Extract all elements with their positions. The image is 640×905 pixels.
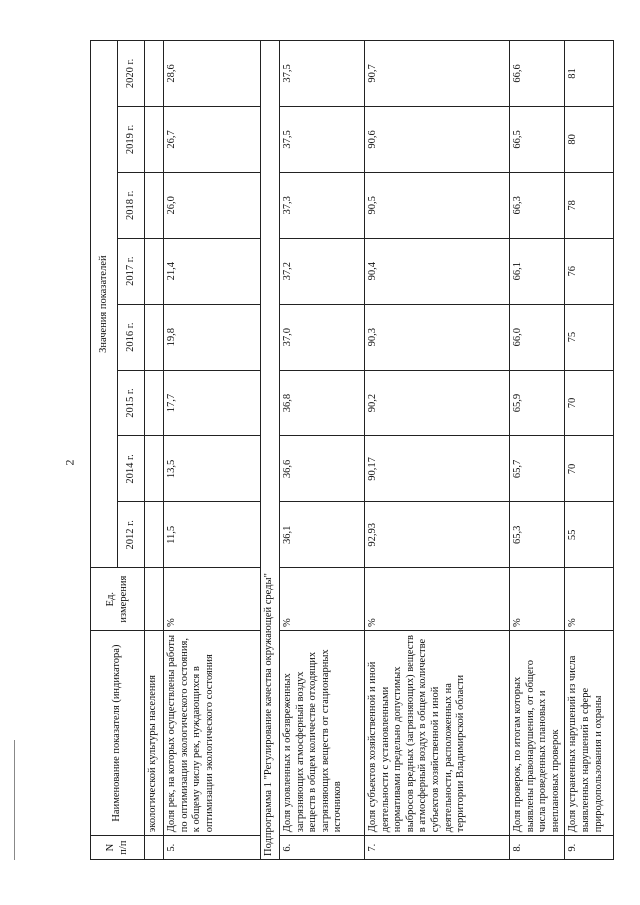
- header-year: 2019 г.: [118, 106, 145, 172]
- value-cell: 70: [565, 370, 614, 436]
- row-name: Доля проверок, по итогам которых выявлены правонарушения, от общего числа проведенных плановых и внеплановых проверок: [510, 630, 565, 835]
- value-cell: 13,5: [164, 436, 261, 502]
- row-name: Доля субъектов хозяйственной и иной деятельности с установленными нормативами предельно допустимых выбросов вредных (загрязняющих) веществ в атмосферный воздух в общем количестве субъектов хозяйственной и иной деятельности, расположенных на территории Владимирской области: [365, 630, 510, 835]
- row-name: Доля рек, на которых осуществлены работы по оптимизации экологического состояния, к общему числу рек, нуждающихся в оптимизации экологического состояния: [164, 630, 261, 835]
- header-year: 2016 г.: [118, 304, 145, 370]
- value-cell: 66,0: [510, 304, 565, 370]
- indicators-table: [90, 40, 614, 860]
- value-cell: 11,5: [164, 502, 261, 568]
- subprogram-title: Подпрограмма 1 "Регулирование качества окружающей среды": [261, 41, 280, 860]
- row-unit: %: [280, 568, 365, 631]
- empty-cell: [145, 238, 164, 304]
- value-cell: 90,2: [365, 370, 510, 436]
- value-cell: 66,1: [510, 238, 565, 304]
- value-cell: 37,5: [280, 41, 365, 107]
- header-year: 2017 г.: [118, 238, 145, 304]
- header-year: 2014 г.: [118, 436, 145, 502]
- row-num: 6.: [280, 836, 365, 860]
- value-cell: 36,1: [280, 502, 365, 568]
- value-cell: 90,7: [365, 41, 510, 107]
- value-cell: 90,6: [365, 106, 510, 172]
- value-cell: 65,9: [510, 370, 565, 436]
- header-num: N п/п: [91, 836, 145, 860]
- header-unit: Ед. измерения: [91, 568, 145, 631]
- empty-cell: [145, 106, 164, 172]
- value-cell: 37,0: [280, 304, 365, 370]
- value-cell: 76: [565, 238, 614, 304]
- row-num: 8.: [510, 836, 565, 860]
- row-unit: %: [365, 568, 510, 631]
- value-cell: 80: [565, 106, 614, 172]
- value-cell: 21,4: [164, 238, 261, 304]
- row-num: 9.: [565, 836, 614, 860]
- table-row: [280, 41, 365, 860]
- header-year: 2018 г.: [118, 172, 145, 238]
- value-cell: 26,7: [164, 106, 261, 172]
- empty-cell: [145, 568, 164, 631]
- value-cell: 90,4: [365, 238, 510, 304]
- header-year: 2015 г.: [118, 370, 145, 436]
- page-number: 2: [62, 459, 77, 466]
- table-header-row: [91, 41, 118, 860]
- header-name: Наименование показателя (индикатора): [91, 630, 145, 835]
- header-year: 2020 г.: [118, 41, 145, 107]
- table-row: [145, 41, 164, 860]
- empty-cell: [145, 370, 164, 436]
- empty-cell: [145, 172, 164, 238]
- empty-cell: [145, 836, 164, 860]
- value-cell: 75: [565, 304, 614, 370]
- row-num: 5.: [164, 836, 261, 860]
- value-cell: 90,3: [365, 304, 510, 370]
- scan-edge-line: [14, 740, 15, 860]
- value-cell: 78: [565, 172, 614, 238]
- value-cell: 70: [565, 436, 614, 502]
- empty-cell: [145, 41, 164, 107]
- value-cell: 65,3: [510, 502, 565, 568]
- value-cell: 81: [565, 41, 614, 107]
- header-values: Значения показателей: [91, 41, 118, 568]
- value-cell: 37,5: [280, 106, 365, 172]
- value-cell: 19,8: [164, 304, 261, 370]
- row-name: Доля уловленных и обезвреженных загрязняющих атмосферный воздух веществ в общем количестве отходящих загрязняющих веществ от стационарных источников: [280, 630, 365, 835]
- table-row: [565, 41, 614, 860]
- row-unit: %: [565, 568, 614, 631]
- table-row: [510, 41, 565, 860]
- value-cell: 65,7: [510, 436, 565, 502]
- empty-cell: [145, 436, 164, 502]
- rotated-table-container: [90, 40, 604, 860]
- value-cell: 90,5: [365, 172, 510, 238]
- value-cell: 37,3: [280, 172, 365, 238]
- empty-cell: [145, 502, 164, 568]
- header-year: 2012 г.: [118, 502, 145, 568]
- value-cell: 26,0: [164, 172, 261, 238]
- row-name: экологической культуры населения: [145, 630, 164, 835]
- value-cell: 66,6: [510, 41, 565, 107]
- table-row: [365, 41, 510, 860]
- value-cell: 28,6: [164, 41, 261, 107]
- value-cell: 17,7: [164, 370, 261, 436]
- value-cell: 92,93: [365, 502, 510, 568]
- row-unit: %: [510, 568, 565, 631]
- value-cell: 37,2: [280, 238, 365, 304]
- table-row: [164, 41, 261, 860]
- value-cell: 36,6: [280, 436, 365, 502]
- row-num: 7.: [365, 836, 510, 860]
- value-cell: 55: [565, 502, 614, 568]
- empty-cell: [145, 304, 164, 370]
- value-cell: 36,8: [280, 370, 365, 436]
- row-name: Доля устраненных нарушений из числа выявленных нарушений в сфере природопользования и охраны: [565, 630, 614, 835]
- value-cell: 90,17: [365, 436, 510, 502]
- subprogram-row: [261, 41, 280, 860]
- value-cell: 66,5: [510, 106, 565, 172]
- value-cell: 66,3: [510, 172, 565, 238]
- row-unit: %: [164, 568, 261, 631]
